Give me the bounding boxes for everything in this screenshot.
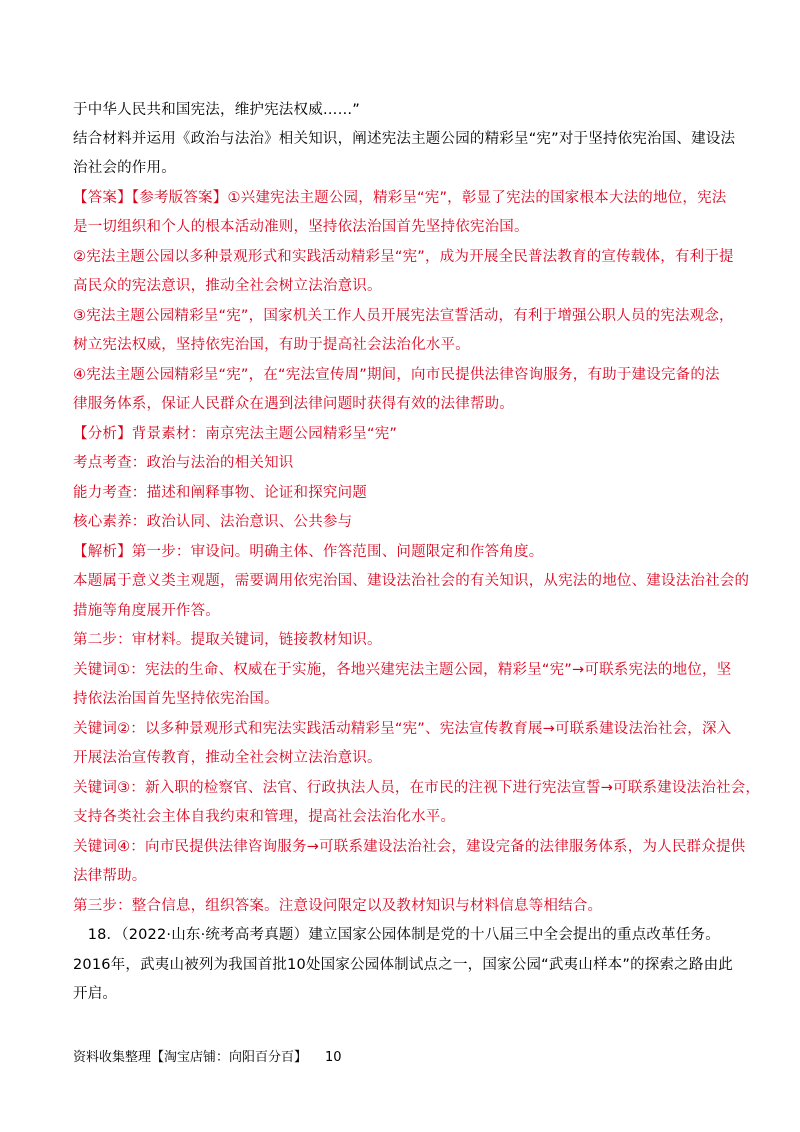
page-number: 10 xyxy=(325,1050,342,1065)
keyword-line: 关键词①：宪法的生命、权威在于实施，各地兴建宪法主题公园，精彩呈“宪”→可联系宪法的地位，坚 xyxy=(73,662,732,678)
answer-line: 高民众的宪法意识，推动全社会树立法治意识。 xyxy=(73,278,382,294)
keyword-line: 关键词③：新入职的检察官、法官、行政执法人员，在市民的注视下进行宪法宣誓→可联系建设法治社会， xyxy=(73,780,761,796)
answer-line: ④宪法主题公园精彩呈“宪”，在“宪法宣传周”期间，向市民提供法律咨询服务，有助于建设完备的法 xyxy=(73,367,720,383)
explanation-line: 第二步：审材料。提取关键词，链接教材知识。 xyxy=(73,632,382,648)
text-line: 结合材料并运用《政治与法治》相关知识，阐述宪法主题公园的精彩呈“宪”对于坚持依宪治国、建设法 xyxy=(73,131,736,147)
text-line: 于中华人民共和国宪法，维护宪法权威……” xyxy=(73,102,361,118)
explanation-line: 措施等角度展开作答。 xyxy=(73,603,220,619)
keyword-line: 关键词④：向市民提供法律咨询服务→可联系建设法治社会，建设完备的法律服务体系，为人民群众提供 xyxy=(73,839,746,855)
analysis-line: 能力考查：描述和阐释事物、论证和探究问题 xyxy=(73,485,367,501)
analysis-line: 核心素养：政治认同、法治意识、公共参与 xyxy=(73,514,353,530)
text-line: 治社会的作用。 xyxy=(73,160,176,176)
answer-line: 是一切组织和个人的根本活动准则，坚持依法治国首先坚持依宪治国。 xyxy=(73,219,529,235)
answer-line: 律服务体系，保证人民群众在遇到法律问题时获得有效的法律帮助。 xyxy=(73,396,514,412)
answer-line: 树立宪法权威，坚持依宪治国，有助于提高社会法治化水平。 xyxy=(73,337,470,353)
answer-line: ③宪法主题公园精彩呈“宪”，国家机关工作人员开展宪法宣誓活动，有利于增强公职人员的宪法观念， xyxy=(73,308,734,324)
footer-label: 资料收集整理【淘宝店铺：向阳百分百】 xyxy=(73,1050,308,1065)
answer-line: ②宪法主题公园以多种景观形式和实践活动精彩呈“宪”，成为开展全民普法教育的宣传载体，有利于提 xyxy=(73,249,734,265)
keyword-line: 法律帮助。 xyxy=(73,868,147,884)
analysis-line: 考点考查：政治与法治的相关知识 xyxy=(73,455,294,471)
explanation-line: 第三步：整合信息，组织答案。注意设问限定以及教材知识与材料信息等相结合。 xyxy=(73,898,603,914)
keyword-line: 关键词②：以多种景观形式和宪法实践活动精彩呈“宪”、宪法宣传教育展→可联系建设法治社会，深入 xyxy=(73,721,732,737)
keyword-line: 开展法治宣传教育，推动全社会树立法治意识。 xyxy=(73,750,382,766)
explanation-line: 【解析】第一步：审设问。明确主体、作答范围、问题限定和作答角度。 xyxy=(73,544,544,560)
keyword-line: 持依法治国首先坚持依宪治国。 xyxy=(73,691,279,707)
keyword-line: 支持各类社会主体自我约束和管理，提高社会法治化水平。 xyxy=(73,809,456,825)
question-line: 18．（2022·山东·统考高考真题）建立国家公园体制是党的十八届三中全会提出的重点改革任务。 xyxy=(73,927,720,943)
question-line: 2016年，武夷山被列为我国首批10处国家公园体制试点之一，国家公园“武夷山样本”的探索之路由此 xyxy=(73,957,733,973)
page-footer xyxy=(73,1049,342,1067)
analysis-line: 【分析】背景素材：南京宪法主题公园精彩呈“宪” xyxy=(73,426,398,442)
answer-line: 【答案】【参考版答案】①兴建宪法主题公园，精彩呈“宪”，彰显了宪法的国家根本大法的地位，宪法 xyxy=(73,190,727,206)
question-line: 开启。 xyxy=(73,986,118,1002)
explanation-line: 本题属于意义类主观题，需要调用依宪治国、建设法治社会的有关知识，从宪法的地位、建设法治社会的 xyxy=(73,573,750,589)
